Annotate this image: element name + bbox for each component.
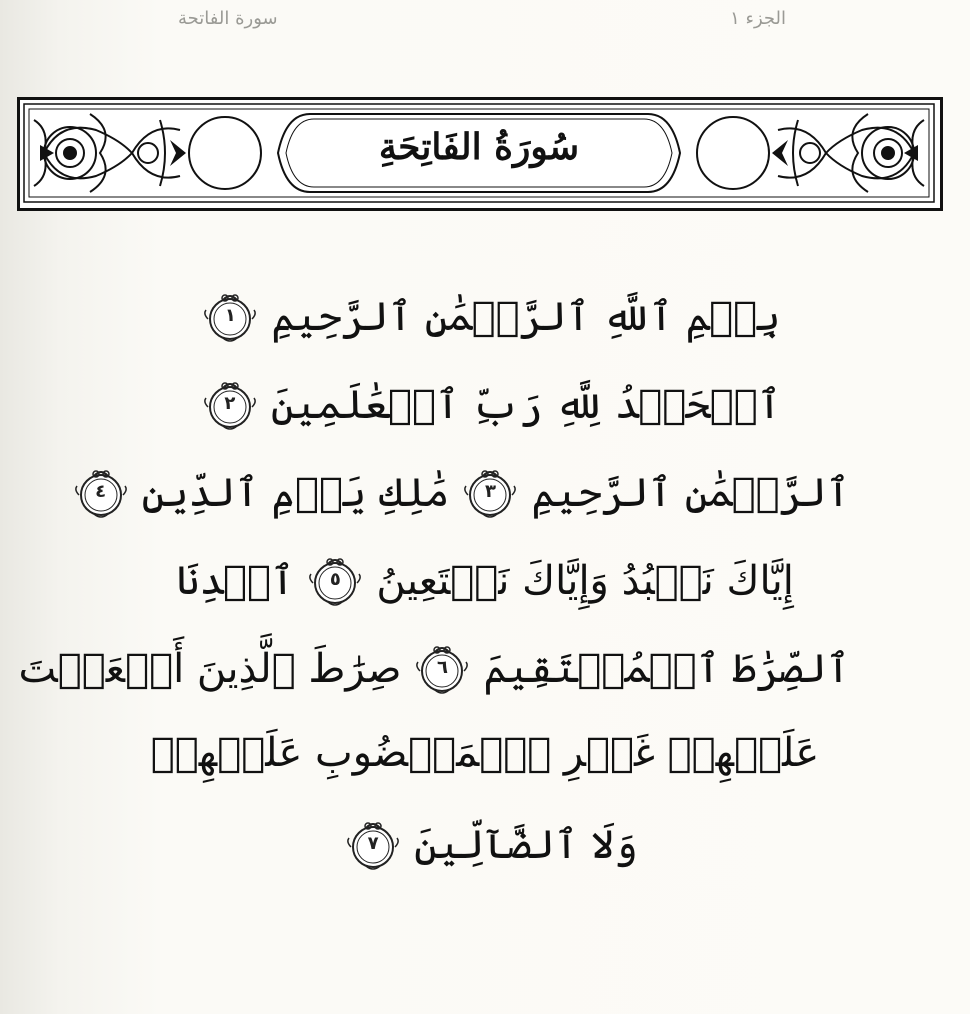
juz-label-header: الجزء ١ xyxy=(730,8,786,29)
verse-text: ٱلصِّرَٰطَ ٱلۡمُسۡتَقِيمَ xyxy=(483,646,850,692)
ayah-number: ١ xyxy=(224,305,236,326)
ayah-number-marker[interactable] xyxy=(463,466,517,520)
verse-text: ٱلرَّحۡمَٰنِ ٱلرَّحِيمِ xyxy=(531,470,850,516)
ayah-number: ٤ xyxy=(95,481,107,502)
ayah-number: ٣ xyxy=(484,481,496,502)
verse-text: مَٰلِكِ يَوۡمِ ٱلدِّينِ xyxy=(141,470,450,516)
ayah-number-marker[interactable] xyxy=(203,290,257,344)
verse-line xyxy=(120,378,850,432)
surah-title-banner xyxy=(17,97,943,211)
ayah-number-marker[interactable] xyxy=(308,554,362,608)
ayah-number-marker[interactable] xyxy=(74,466,128,520)
verse-line xyxy=(120,818,850,872)
verse-text: ٱهۡدِنَا xyxy=(176,558,295,604)
ayah-number: ٢ xyxy=(224,393,236,414)
verse-text: ٱلۡحَمۡدُ لِلَّهِ رَبِّ ٱلۡعَٰلَمِينَ xyxy=(270,382,782,428)
verse-text: عَلَيۡهِمۡ غَيۡرِ ٱلۡمَغۡضُوبِ عَلَيۡهِمۡ xyxy=(150,730,820,776)
running-header xyxy=(0,4,970,34)
verse-line xyxy=(95,466,850,520)
ayah-number-marker[interactable] xyxy=(203,378,257,432)
verse-line xyxy=(120,730,850,776)
ayah-number: ٦ xyxy=(436,657,448,678)
verse-text: بِسۡمِ ٱللَّهِ ٱلرَّحۡمَٰنِ ٱلرَّحِيمِ xyxy=(271,294,781,340)
surah-name-header: سورة الفاتحة xyxy=(178,8,278,29)
verse-line xyxy=(120,554,850,608)
verse-text: صِرَٰطَ ٱلَّذِينَ أَنۡعَمۡتَ xyxy=(18,646,402,692)
ayah-number-marker[interactable] xyxy=(415,642,469,696)
verse-text: وَلَا ٱلضَّآلِّينَ xyxy=(414,822,638,868)
ayah-number: ٥ xyxy=(329,569,341,590)
verse-line xyxy=(18,642,850,696)
surah-title: سُورَةُ الفَاتِحَةِ xyxy=(378,126,580,168)
verse-line xyxy=(120,290,850,344)
ayah-number: ٧ xyxy=(367,833,379,854)
ayah-number-marker[interactable] xyxy=(346,818,400,872)
verse-text: إِيَّاكَ نَعۡبُدُ وَإِيَّاكَ نَسۡتَعِينُ xyxy=(376,558,794,604)
